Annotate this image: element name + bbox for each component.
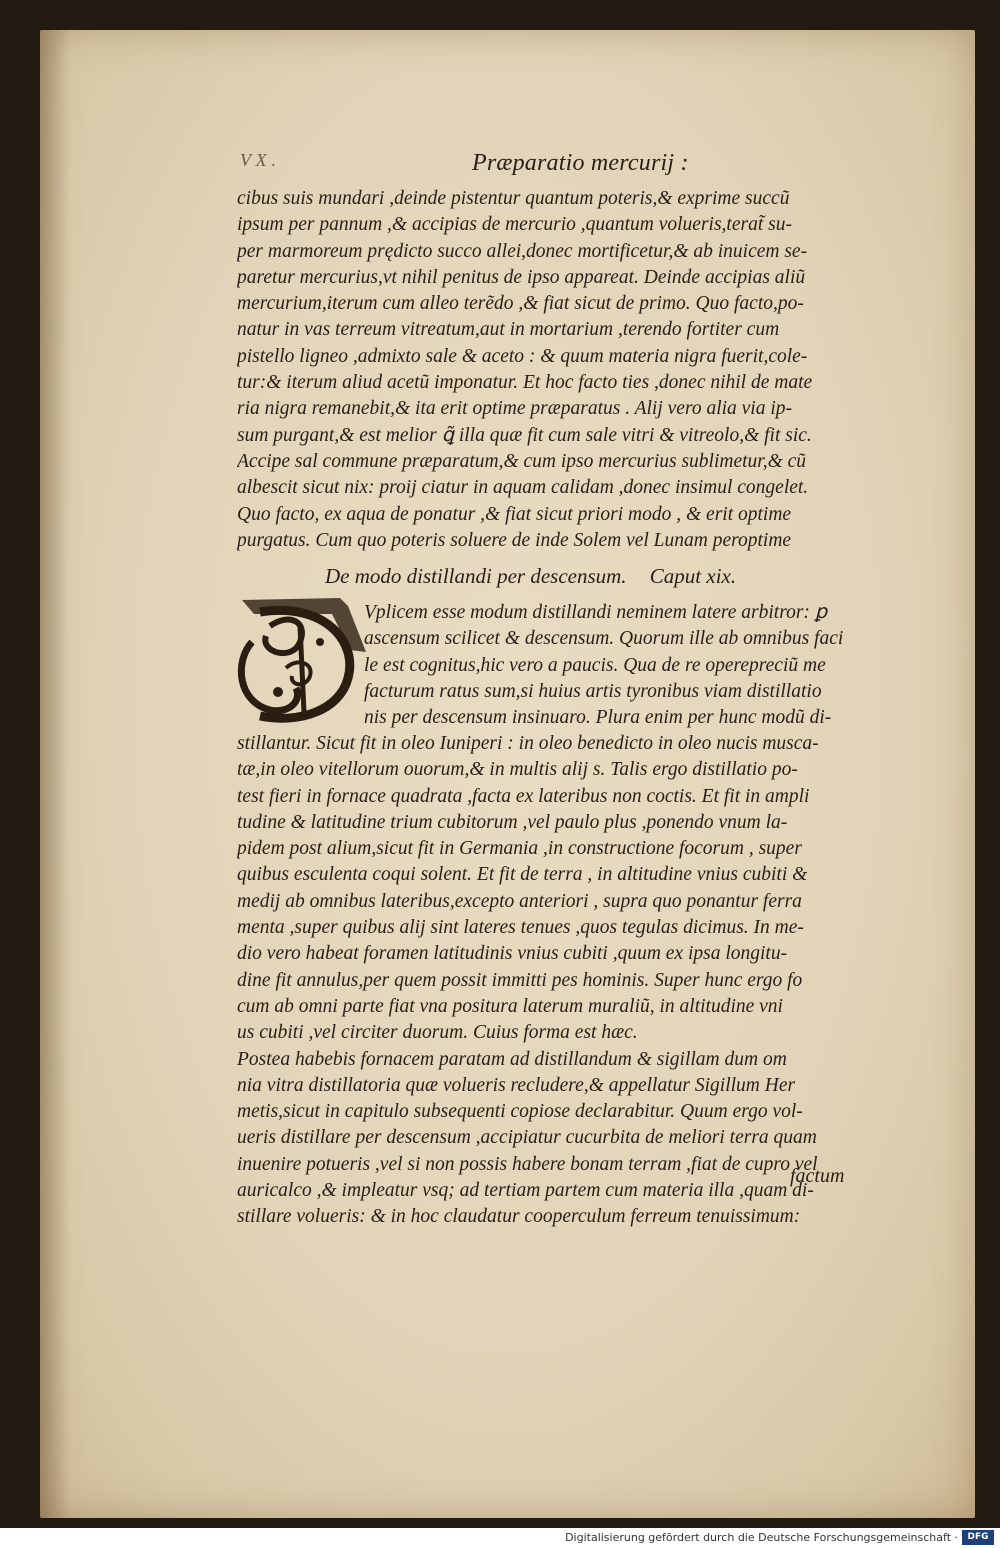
text-line: ria nigra remanebit,& ita erit optime præparatus . Alij vero alia via ip- (237, 398, 793, 420)
text-line: per marmoreum prędicto succo allei,donec mortificetur,& ab inuicem se- (237, 240, 808, 262)
text-line: purgatus. Cum quo poteris soluere de inde Solem vel Lunam peroptime (237, 529, 792, 551)
chapter-number: Caput xix. (649, 564, 737, 588)
text-line: paretur mercurius,vt nihil penitus de ipso appareat. Deinde accipias aliũ (237, 266, 806, 288)
text-line: medij ab omnibus lateribus,excepto anteriori , supra quo ponantur ferra (237, 890, 802, 912)
paragraph-preparation (237, 186, 901, 554)
chapter-heading (325, 564, 885, 589)
text-line: pistello ligneo ,admixto sale & aceto : & quum materia nigra fuerit,cole- (237, 345, 808, 367)
running-head-title: Præparatio mercurij : (472, 150, 689, 176)
paragraph-chapter-body (237, 731, 901, 1231)
text-line: Postea habebis fornacem paratam ad distillandum & sigillam dum om (237, 1048, 787, 1070)
text-line: tur:& iterum aliud acetũ imponatur. Et hoc facto ties ,donec nihil de mate (237, 372, 813, 394)
text-line: pidem post alium,sicut fit in Germania ,in constructione focorum , super (237, 838, 802, 860)
text-line: metis,sicut in capitulo subsequenti copiose declarabitur. Quum ergo vol- (237, 1101, 803, 1123)
paragraph-chapter-opening (364, 600, 904, 731)
text-line: dio vero habeat foramen latitudinis vnius cubiti ,quum ex ipsa longitu- (237, 943, 788, 965)
dfg-credit-text: Digitalisierung gefördert durch die Deutsche Forschungsgemeinschaft · (565, 1531, 958, 1544)
text-line: cibus suis mundari ,deinde pistentur quantum poteris,& exprime succũ (237, 188, 790, 209)
text-line: mercurium,iterum cum alleo terẽdo ,& fiat sicut de primo. Quo facto,po- (237, 293, 804, 315)
text-line: nia vitra distillatoria quæ volueris recludere,& appellatur Sigillum Her (237, 1074, 796, 1096)
text-line: Accipe sal commune præparatum,& cum ipso mercurius sublimetur,& cũ (237, 450, 807, 472)
text-line: Quo facto, ex aqua de ponatur ,& fiat sicut priori modo , & erit optime (237, 503, 792, 525)
text-line: tæ,in oleo vitellorum ouorum,& in multis alij s. Talis ergo distillatio po- (237, 759, 798, 781)
text-line: nis per descensum insinuaro. Plura enim per hunc modũ di- (364, 707, 832, 729)
text-line: Vplicem esse modum distillandi neminem latere arbitror: ꝑ (364, 602, 828, 623)
dfg-footer-bar (0, 1528, 1000, 1548)
text-line: inuenire potueris ,vel si non possis habere bonam terram ,fiat de cupro vel (237, 1153, 818, 1175)
chapter-title: De modo distillandi per descensum. (325, 564, 627, 588)
text-line: facturum ratus sum,si huius artis tyronibus viam distillatio (364, 680, 822, 702)
text-line: test fieri in fornace quadrata ,facta ex lateribus non coctis. Et fit in ampli (237, 785, 810, 807)
text-line: tudine & latitudine trium cubitorum ,vel paulo plus ,ponendo vnum la- (237, 811, 788, 833)
text-line: ipsum per pannum ,& accipias de mercurio ,quantum volueris,terat̃ su- (237, 214, 792, 236)
text-line: us cubiti ,vel circiter duorum. Cuius forma est hæc. (237, 1022, 638, 1044)
text-line: ueris distillare per descensum ,accipiatur cucurbita de meliori terra quam (237, 1127, 817, 1149)
text-line: cum ab omni parte fiat vna positura laterum muraliũ, in altitudine vni (237, 995, 783, 1017)
text-line: menta ,super quibus alij sint lateres tenues ,quos tegulas dicimus. In me- (237, 917, 804, 939)
dfg-logo-icon[interactable]: DFG (962, 1530, 994, 1545)
text-line: quibus esculenta coqui solent. Et fit de terra , in altitudine vnius cubiti & (237, 864, 808, 886)
text-line: stillantur. Sicut fit in oleo Iuniperi : in oleo benedicto in oleo nucis musca- (237, 733, 819, 754)
text-line: dine fit annulus,per quem possit immitti pes hominis. Super hunc ergo fo (237, 969, 803, 991)
text-line: le est cognitus,hic vero a paucis. Qua de re operepreciũ me (364, 654, 826, 676)
decorated-initial-d-icon (230, 592, 368, 726)
running-head-mark: V X . (240, 150, 277, 170)
text-line: sum purgant,& est melior ꝗ̃ illa quæ fit cum sale vitri & vitreolo,& fit sic. (237, 424, 812, 446)
text-line: albescit sicut nix: proij ciatur in aquam calidam ,donec insimul congelet. (237, 477, 809, 499)
text-line: stillare volueris: & in hoc claudatur cooperculum ferreum tenuissimum: (237, 1206, 801, 1228)
text-line: ascensum scilicet & descensum. Quorum ille ab omnibus faci (364, 628, 844, 650)
text-line: natur in vas terreum vitreatum,aut in mortarium ,terendo fortiter cum (237, 319, 780, 341)
text-line: auricalco ,& impleatur vsq; ad tertiam partem cum materia illa ,quam di- (237, 1180, 814, 1202)
catchword: factum (790, 1165, 845, 1187)
